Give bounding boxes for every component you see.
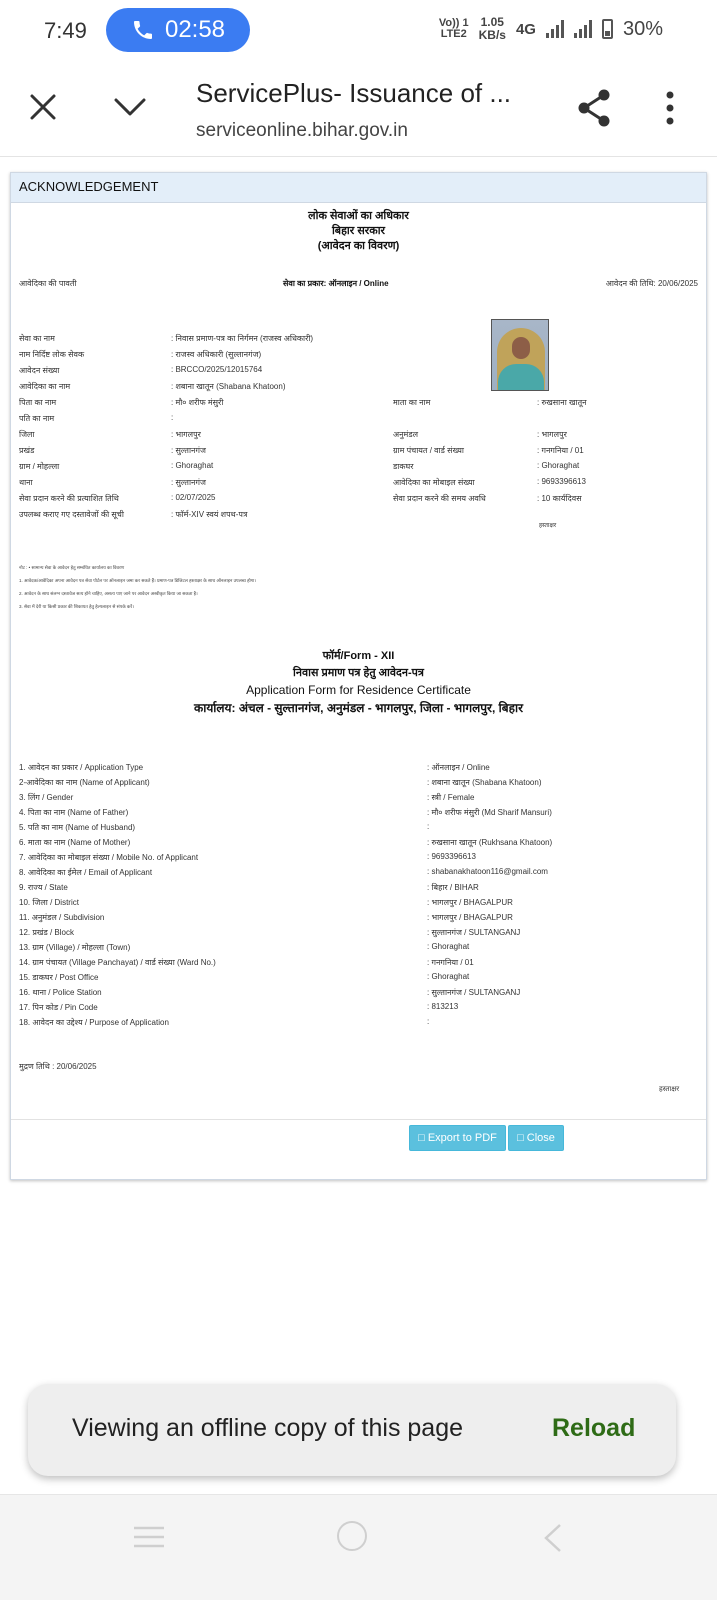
form-row-label: 15. डाकघर / Post Office [19,973,99,982]
form-row-label: 2-आवेदिका का नाम (Name of Applicant) [19,778,150,787]
detail-value: : फॉर्म-XIV स्वयं शपथ-पत्र [171,510,248,519]
form-row-value: : बिहार / BIHAR [427,883,479,892]
detail-label: आवेदिका का नाम [19,382,71,391]
battery-percent: 30% [622,17,663,40]
form-row-value: : मौ० शरीफ मंसुरी (Md Sharif Mansuri) [427,808,552,817]
form-row-value: : गनगनिया / 01 [427,958,474,967]
detail-value: : Ghoraghat [171,461,214,470]
service-type: सेवा का प्रकार: ऑनलाइन / Online [283,279,389,288]
network-speed: 1.05 KB/s [478,15,506,42]
share-icon[interactable] [576,88,612,128]
form-row-value: : सुल्तानगंज / SULTANGANJ [427,928,521,937]
battery-icon [602,19,613,39]
ack-label: आवेदिका की पावती [19,279,77,288]
detail-value: : राजस्व अधिकारी (सुल्तानगंज) [171,350,262,359]
detail-value: : भागलपुर [537,430,567,439]
form-row-label: 11. अनुमंडल / Subdivision [19,913,105,922]
form-row-value: : स्त्री / Female [427,793,475,802]
form-row-value: : [427,1017,430,1026]
export-icon: □ [418,1132,428,1144]
detail-value: : गनगनिया / 01 [537,446,584,455]
form-row-value: : 9693396613 [427,852,476,861]
form-number: फॉर्म/Form - XII [322,650,395,662]
chevron-down-icon[interactable] [112,94,148,120]
detail-value: : 02/07/2025 [171,493,216,502]
detail-label: ग्राम पंचायत / वार्ड संख्या [393,446,464,455]
detail-label: ग्राम / मोहल्ला [19,462,60,471]
home-icon[interactable] [337,1521,367,1551]
form-row-value: : Ghoraghat [427,942,470,951]
form-row-label: 9. राज्य / State [19,883,68,892]
notes: नोट : • सामान्य सेवा के आवेदन हेतु सम्बंधित कार्यालय का विवरण 1. आवेदक/आवेदिका अपना आवेदन पत्र सेवा पोर्टल पर ऑनलाइन जमा कर सकते हैं। प्रमाण-पत्र डिजिटल हस्ताक्षर के साथ ऑनलाइन उपलब्ध होगा। 2. आवेदन के साथ संलग्न दस्तावेज सत्य होने चाहिए, असत्य पाए जाने पर आवेदन अस्वीकृत किया जा सकता है। 3. सेवा में देरी या किसी प्रकार की शिकायत हेतु हेल्पलाइन से संपर्क करें। [19,565,257,609]
signature-label: हस्ताक्षर [539,523,557,529]
form-row-value: : ऑनलाइन / Online [427,763,490,772]
navigation-bar [0,1494,717,1600]
detail-value: : शबाना खातून (Shabana Khatoon) [171,382,286,391]
clock: 7:49 [44,18,87,43]
page-url[interactable]: serviceonline.bihar.gov.in [196,120,408,141]
detail-label: अनुमंडल [393,430,419,439]
form-row-label: 14. ग्राम पंचायत (Village Panchayat) / वार्ड संख्या (Ward No.) [19,958,216,967]
detail-value: : Ghoraghat [537,461,580,470]
detail-value: : सुल्तानगंज [171,478,206,487]
detail-value: : BRCCO/2025/12015764 [171,365,263,374]
applicant-photo [491,319,549,391]
panel-heading: ACKNOWLEDGEMENT [11,173,706,203]
close-btn-icon: □ [517,1132,527,1144]
detail-value: : [171,413,174,422]
form-row-label: 6. माता का नाम (Name of Mother) [19,838,131,847]
detail-value: : निवास प्रमाण-पत्र का निर्गमन (राजस्व अधिकारी) [171,334,314,343]
form-row-value: : रुखसाना खातून (Rukhsana Khatoon) [427,838,553,847]
office-line: कार्यालय: अंचल - सुल्तानगंज, अनुमंडल - भागलपुर, जिला - भागलपुर, बिहार [194,701,523,715]
detail-label: जिला [19,430,35,439]
recent-apps-icon[interactable] [132,1525,166,1549]
detail-value: : 9693396613 [537,477,586,486]
form-row-value: : shabanakhatoon116@gmail.com [427,867,548,876]
offline-snackbar [28,1384,676,1476]
form-heading [11,648,706,717]
print-date: मुद्रण तिथि : 20/06/2025 [19,1062,97,1071]
detail-label: नाम निर्दिष्ट लोक सेवक [19,350,85,359]
ongoing-call-pill[interactable] [106,8,250,52]
export-pdf-button[interactable]: □ Export to PDF [409,1125,506,1151]
form-row-label: 1. आवेदन का प्रकार / Application Type [19,763,144,772]
signal-icon [546,20,564,38]
detail-label: डाकघर [393,462,414,471]
detail-value: : भागलपुर [171,430,201,439]
network-type: 4G [515,20,536,38]
form-row-label: 17. पिन कोड / Pin Code [19,1003,98,1012]
form-title-english: Application Form for Residence Certificate [246,683,471,697]
form-row-value: : Ghoraghat [427,972,470,981]
phone-icon [131,18,155,42]
document-title: लोक सेवाओं का अधिकार बिहार सरकार (आवेदन का विवरण) [308,210,409,252]
acknowledgement-panel [10,172,707,1180]
form-row-value: : शबाना खातून (Shabana Khatoon) [427,778,542,787]
form-row-label: 10. जिला / District [19,898,79,907]
application-date: आवेदन की तिथि: 20/06/2025 [605,279,698,288]
detail-label: थाना [19,478,33,487]
detail-label: सेवा प्रदान करने की प्रत्याशित तिथि [19,494,119,503]
detail-label: प्रखंड [19,446,35,455]
volte-indicator: Vo)) 1 LTE2 [438,17,469,40]
form-row-value: : 813213 [427,1002,459,1011]
form-row-value: : सुल्तानगंज / SULTANGANJ [427,988,521,997]
form-row-label: 13. ग्राम (Village) / मोहल्ला (Town) [19,943,131,952]
detail-label: माता का नाम [393,398,431,407]
close-button[interactable]: □ Close [508,1125,564,1151]
form-row-label: 3. लिंग / Gender [19,793,74,802]
form-title-hindi: निवास प्रमाण पत्र हेतु आवेदन-पत्र [293,667,424,679]
form-row-value: : भागलपुर / BHAGALPUR [427,913,513,922]
browser-toolbar [0,60,717,156]
call-timer: 02:58 [164,16,226,43]
form-row-label: 8. आवेदिका का ईमेल / Email of Applicant [19,868,153,877]
detail-label: उपलब्ध कराए गए दस्तावेजों की सूची [19,510,124,519]
snackbar-message: Viewing an offline copy of this page [72,1414,464,1442]
form-row-value: : भागलपुर / BHAGALPUR [427,898,513,907]
status-bar [0,0,717,60]
detail-label: पिता का नाम [19,398,57,407]
form-row-label: 12. प्रखंड / Block [19,928,74,937]
reload-button[interactable]: Reload [552,1414,636,1442]
detail-value: : सुल्तानगंज [171,446,206,455]
form-row-label: 5. पति का नाम (Name of Husband) [19,823,136,832]
detail-label: सेवा प्रदान करने की समय अवधि [393,494,486,503]
signature-label-form: हस्ताक्षर [659,1086,680,1093]
detail-label: सेवा का नाम [19,334,55,343]
form-row-label: 18. आवेदन का उद्देश्य / Purpose of Application [19,1018,169,1027]
page-title: ServicePlus- Issuance of ... [196,78,512,108]
more-options-icon[interactable] [664,90,676,126]
divider [11,1119,706,1120]
form-row-label: 7. आवेदिका का मोबाइल संख्या / Mobile No. of Applicant [19,853,199,862]
form-row-label: 16. थाना / Police Station [19,988,102,997]
detail-value: : 10 कार्यदिवस [537,494,582,503]
detail-label: आवेदन संख्या [19,366,60,375]
detail-value: : रुखसाना खातून [537,398,587,407]
back-icon[interactable] [542,1523,564,1553]
detail-label: पति का नाम [19,414,55,423]
toolbar-divider [0,156,717,157]
form-row-label: 4. पिता का नाम (Name of Father) [19,808,129,817]
status-icons [439,16,663,42]
form-row-value: : [427,822,430,831]
close-icon[interactable] [28,92,58,122]
detail-label: आवेदिका का मोबाइल संख्या [393,478,475,487]
detail-value: : मौ० शरीफ मंसुरी [171,398,224,407]
signal-icon-2 [574,20,592,38]
